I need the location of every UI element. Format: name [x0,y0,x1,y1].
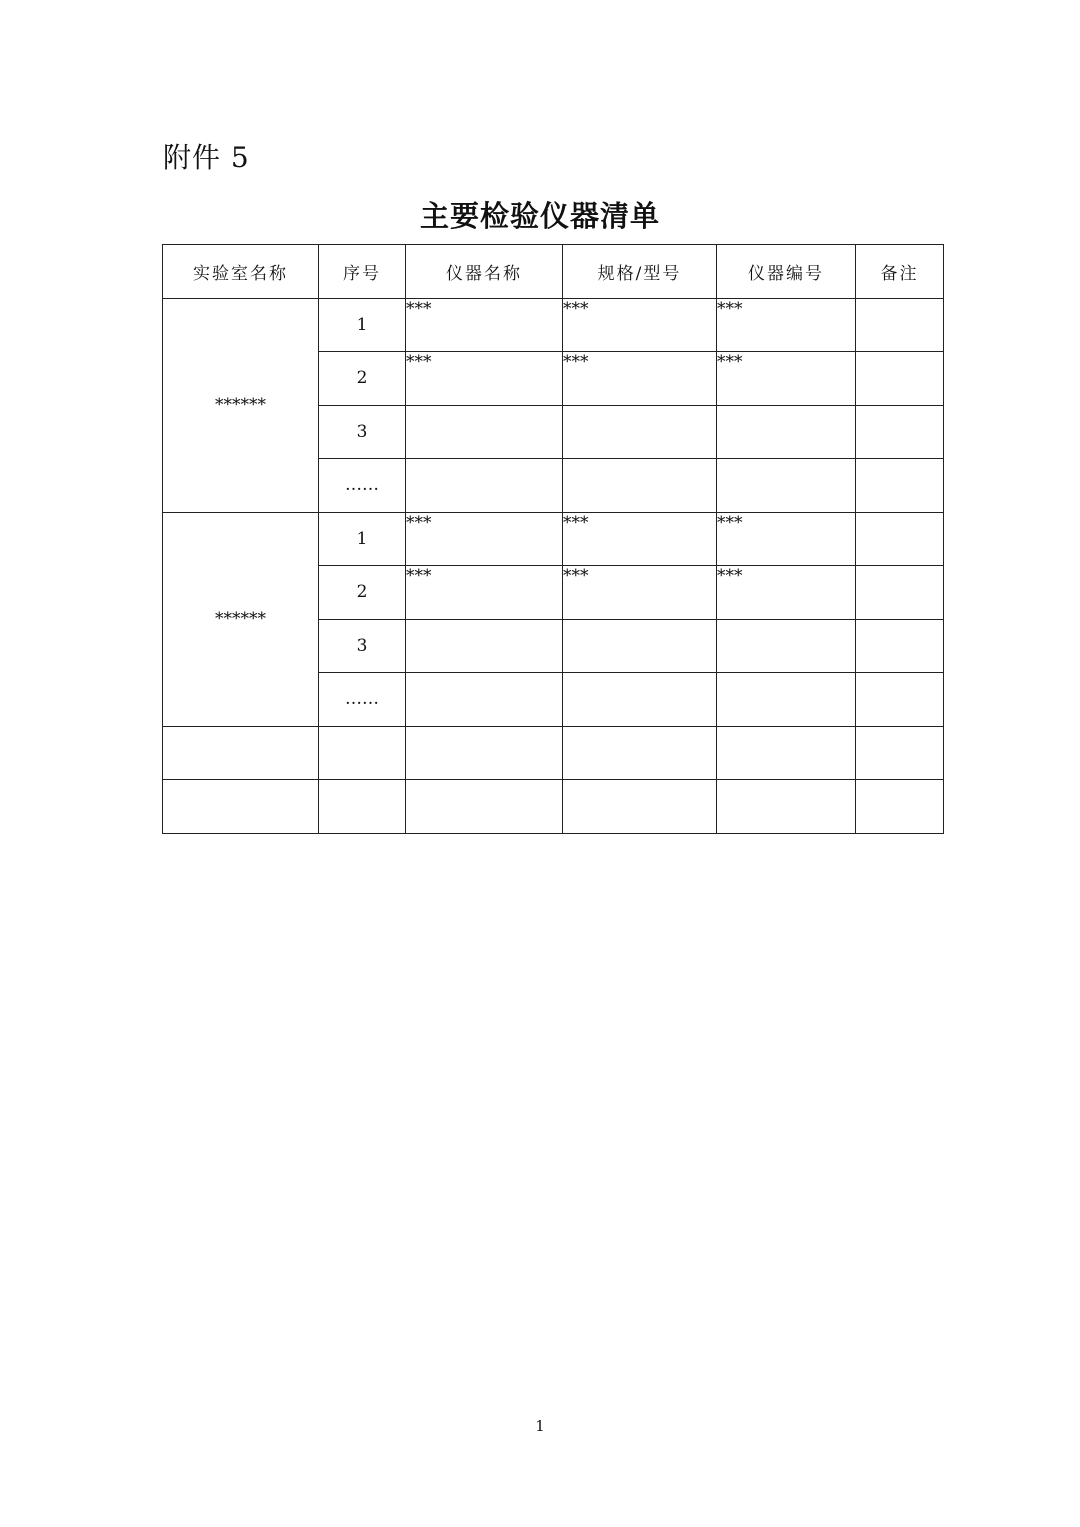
seq-cell: …… [319,673,406,727]
seq-cell: 2 [319,352,406,406]
instrument-name-cell [406,405,563,459]
header-note: 备注 [856,245,944,299]
empty-cell [856,726,944,780]
note-cell [856,459,944,513]
seq-cell: 1 [319,512,406,566]
table-row [163,298,944,352]
note-cell [856,566,944,620]
spec-cell [563,405,717,459]
code-cell: *** [717,298,856,352]
spec-cell: *** [563,512,717,566]
page-number: 1 [535,1417,545,1435]
spec-cell [563,459,717,513]
note-cell [856,352,944,406]
code-cell [717,459,856,513]
header-instrument-name: 仪器名称 [406,245,563,299]
code-cell [717,673,856,727]
seq-cell: 1 [319,298,406,352]
table-row [163,512,944,566]
code-cell [717,405,856,459]
empty-cell [563,780,717,834]
header-instrument-code: 仪器编号 [717,245,856,299]
note-cell [856,619,944,673]
empty-cell [163,726,319,780]
header-lab-name: 实验室名称 [163,245,319,299]
code-cell: *** [717,352,856,406]
empty-cell [406,726,563,780]
empty-table-row [163,726,944,780]
seq-cell: …… [319,459,406,513]
empty-cell [717,726,856,780]
empty-cell [856,780,944,834]
header-spec-model: 规格/型号 [563,245,717,299]
code-cell: *** [717,566,856,620]
instrument-name-cell: *** [406,298,563,352]
empty-cell [163,780,319,834]
empty-cell [717,780,856,834]
spec-cell: *** [563,298,717,352]
empty-table-row [163,780,944,834]
seq-cell: 3 [319,405,406,459]
code-cell [717,619,856,673]
empty-cell [319,726,406,780]
spec-cell: *** [563,566,717,620]
header-seq: 序号 [319,245,406,299]
lab-name-cell: ****** [163,512,319,726]
attachment-label: 附件 5 [163,141,250,174]
table-header-row [163,245,944,299]
empty-cell [406,780,563,834]
instrument-table [162,244,944,834]
code-cell: *** [717,512,856,566]
spec-cell [563,673,717,727]
instrument-name-cell: *** [406,352,563,406]
instrument-name-cell [406,459,563,513]
note-cell [856,512,944,566]
seq-cell: 2 [319,566,406,620]
note-cell [856,673,944,727]
empty-cell [319,780,406,834]
empty-cell [563,726,717,780]
note-cell [856,405,944,459]
spec-cell: *** [563,352,717,406]
instrument-name-cell [406,619,563,673]
instrument-name-cell: *** [406,566,563,620]
instrument-name-cell [406,673,563,727]
document-title: 主要检验仪器清单 [419,199,660,233]
lab-name-cell: ****** [163,298,319,512]
spec-cell [563,619,717,673]
instrument-name-cell: *** [406,512,563,566]
note-cell [856,298,944,352]
seq-cell: 3 [319,619,406,673]
